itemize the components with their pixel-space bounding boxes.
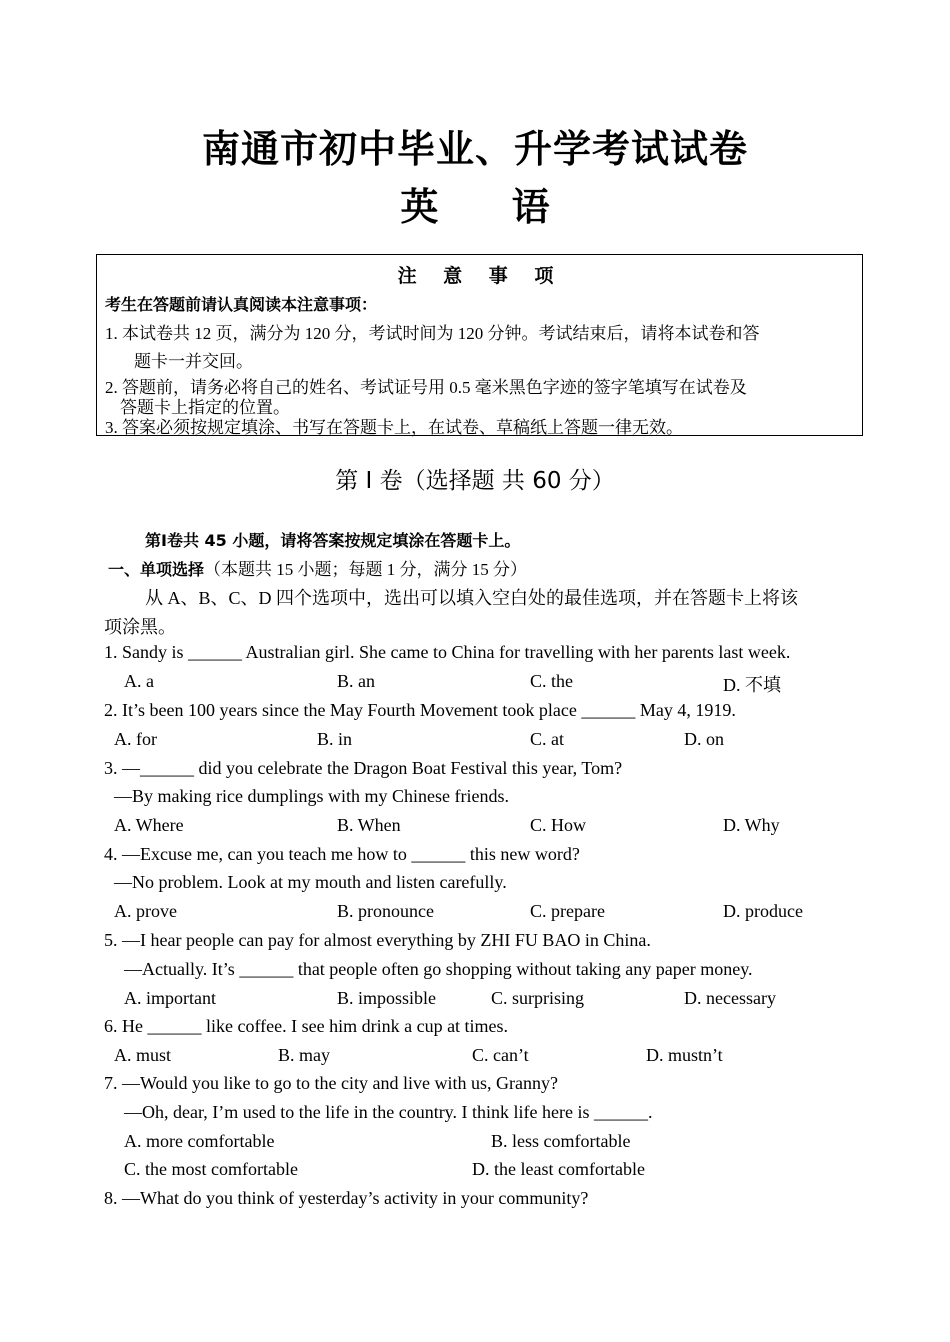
question-3-reply: —By making rice dumplings with my Chinese friends. (114, 786, 509, 806)
question-4-reply: —No problem. Look at my mouth and listen carefully. (114, 872, 507, 892)
notice-item-1: 1. 本试卷共 12 页，满分为 120 分，考试时间为 120 分钟。考试结束后，请将本试卷和答 (105, 324, 760, 343)
notice-item-2-cont: 答题卡上指定的位置。 (120, 398, 290, 417)
q6-option-a: A. must (114, 1045, 172, 1065)
question-1-stem: 1. Sandy is ______ Australian girl. She came to China for travelling with her parents last week. (104, 642, 791, 662)
q7-option-d: D. the least comfortable (472, 1159, 645, 1179)
notice-subheading: 考生在答题前请认真阅读本注意事项： (105, 295, 378, 314)
question-7-stem: 7. —Would you like to go to the city and live with us, Granny? (104, 1073, 558, 1093)
question-5-reply: —Actually. It’s ______ that people often go shopping without taking any paper money. (124, 959, 753, 979)
q7-option-a: A. more comfortable (124, 1131, 275, 1151)
q7-option-b: B. less comfortable (491, 1131, 631, 1151)
q2-option-c: C. at (530, 729, 564, 749)
notice-item-1-cont: 题卡一并交回。 (134, 352, 253, 371)
q5-option-d: D. necessary (684, 988, 776, 1008)
instruction-line-2: 项涂黑。 (104, 617, 176, 637)
q5-option-a: A. important (124, 988, 216, 1008)
question-8-stem: 8. —What do you think of yesterday’s activity in your community? (104, 1188, 589, 1208)
instruction-line-1: 从 A、B、C、D 四个选项中，选出可以填入空白处的最佳选项，并在答题卡上将该 (145, 588, 799, 608)
q2-option-b: B. in (317, 729, 353, 749)
question-6-stem: 6. He ______ like coffee. I see him drink a cup at times. (104, 1016, 509, 1036)
subject-title: 英 语 (400, 184, 550, 229)
notice-item-3: 3. 答案必须按规定填涂、书写在答题卡上，在试卷、草稿纸上答题一律无效。 (105, 418, 683, 437)
q6-option-d: D. mustn’t (646, 1045, 723, 1065)
section-title: 第 Ⅰ 卷（选择题 共 60 分） (335, 468, 615, 494)
q5-option-c: C. surprising (491, 988, 585, 1008)
q1-option-d: D. 不填 (723, 675, 781, 695)
q1-option-a: A. a (124, 671, 154, 691)
q3-option-c: C. How (530, 815, 587, 835)
q4-option-c: C. prepare (530, 901, 605, 921)
q3-option-a: A. Where (114, 815, 184, 835)
q1-option-b: B. an (337, 671, 375, 691)
q6-option-b: B. may (278, 1045, 330, 1065)
q4-option-a: A. prove (114, 901, 177, 921)
q2-option-d: D. on (684, 729, 724, 749)
q3-option-b: B. When (337, 815, 401, 835)
q4-option-d: D. produce (723, 901, 803, 921)
q2-option-a: A. for (114, 729, 157, 749)
exam-title: 南通市初中毕业、升学考试试卷 (201, 126, 748, 171)
section-intro: 第Ⅰ卷共 45 小题，请将答案按规定填涂在答题卡上。 (145, 531, 521, 550)
notice-heading: 注 意 事 项 (397, 265, 564, 287)
question-4-stem: 4. —Excuse me, can you teach me how to ______ this new word? (104, 844, 580, 864)
question-5-stem: 5. —I hear people can pay for almost everything by ZHI FU BAO in China. (104, 930, 651, 950)
question-2-stem: 2. It’s been 100 years since the May Fourth Movement took place ______ May 4, 1919. (104, 700, 736, 720)
notice-box (96, 254, 863, 436)
question-3-stem: 3. —______ did you celebrate the Dragon Boat Festival this year, Tom? (104, 758, 623, 778)
q7-option-c: C. the most comfortable (124, 1159, 298, 1179)
q6-option-c: C. can’t (472, 1045, 529, 1065)
part-heading (108, 555, 527, 580)
part-note: （本题共 15 小题；每题 1 分，满分 15 分） (204, 560, 528, 579)
q3-option-d: D. Why (723, 815, 780, 835)
q1-option-c: C. the (530, 671, 573, 691)
notice-item-2: 2. 答题前，请务必将自己的姓名、考试证号用 0.5 毫米黑色字迹的签字笔填写在试卷及 (105, 378, 747, 397)
q4-option-b: B. pronounce (337, 901, 434, 921)
question-7-reply: —Oh, dear, I’m used to the life in the country. I think life here is ______. (124, 1102, 653, 1122)
part-label: 一、单项选择 (108, 560, 205, 579)
q5-option-b: B. impossible (337, 988, 437, 1008)
